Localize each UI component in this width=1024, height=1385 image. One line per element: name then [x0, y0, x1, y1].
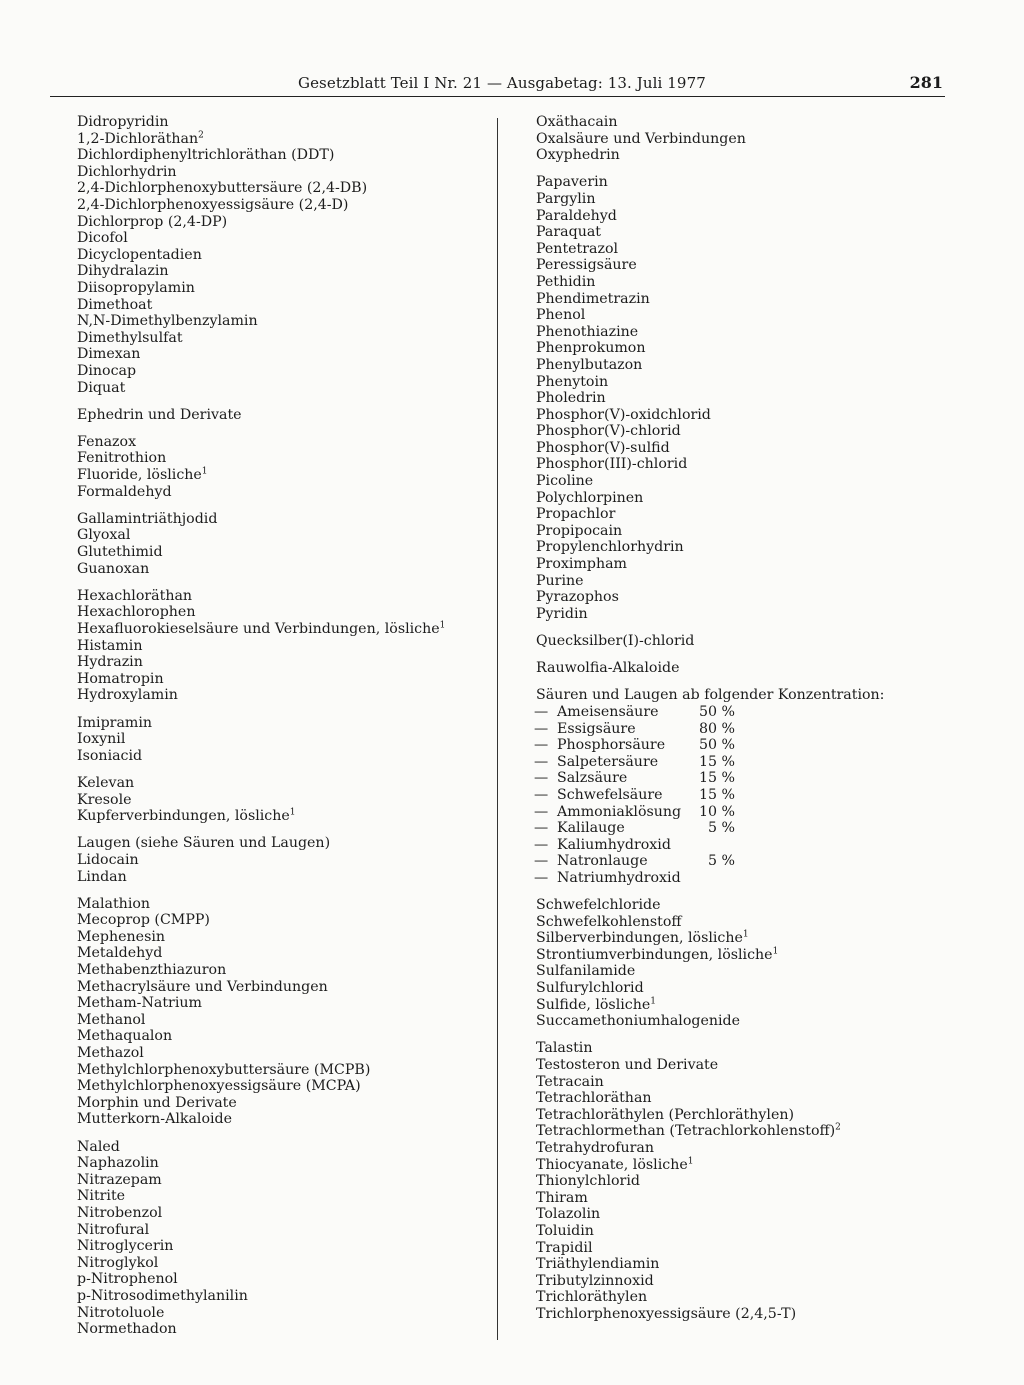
- substance-entry: Methaqualon: [77, 1028, 173, 1045]
- footnote-marker: 1: [439, 620, 446, 631]
- substance-entry: Pethidin: [536, 273, 596, 290]
- substance-entry: Quecksilber(I)-chlorid: [536, 633, 695, 649]
- substance-entry: Phosphor(V)-oxidchlorid: [536, 406, 711, 423]
- substance-entry: Nitrite: [77, 1188, 126, 1205]
- substance-entry: Thionylchlorid: [536, 1173, 640, 1190]
- list-dash: —: [534, 820, 549, 837]
- substance-entry: Peressigsäure: [536, 257, 637, 274]
- page-number: 281: [909, 73, 943, 92]
- footnote-marker: 1: [201, 466, 208, 477]
- substance-entry: Dicofol: [77, 230, 128, 247]
- substance-entry: Pyridin: [536, 605, 588, 622]
- right-column-top: [536, 114, 936, 677]
- entry-group: [77, 434, 482, 500]
- substance-entry: Pargylin: [536, 190, 596, 207]
- substance-entry: Methylchlorphenoxyessigsäure (MCPA): [77, 1078, 361, 1095]
- acid-name: Schwefelsäure: [557, 786, 663, 803]
- substance-entry: Kelevan: [77, 774, 135, 791]
- acid-name: Natriumhydroxid: [557, 869, 681, 886]
- right-column-bottom: [536, 897, 936, 1322]
- substance-entry: Dichlorhydrin: [77, 163, 177, 180]
- list-dash: —: [534, 786, 549, 803]
- substance-entry: Phosphor(III)-chlorid: [536, 456, 688, 473]
- substance-entry: Trichlorphenoxyessigsäure (2,4,5-T): [536, 1305, 797, 1322]
- acid-name: Natronlauge: [557, 853, 648, 870]
- substance-entry: Picoline: [536, 473, 594, 490]
- substance-entry: Nitrotoluole: [77, 1304, 165, 1321]
- substance-entry: Tetracain: [536, 1073, 604, 1090]
- substance-entry: Naphazolin: [77, 1155, 159, 1172]
- left-column: [77, 114, 482, 1348]
- substance-entry: Isoniacid: [77, 747, 143, 764]
- entry-group: [77, 896, 482, 1128]
- page-header: [50, 72, 945, 97]
- footnote-marker: 1: [289, 807, 296, 818]
- substance-entry: Morphin und Derivate: [77, 1094, 237, 1111]
- substance-entry: Normethadon: [77, 1321, 177, 1338]
- substance-entry: Thiram: [536, 1189, 588, 1206]
- substance-entry: Oxalsäure und Verbindungen: [536, 130, 746, 147]
- substance-entry: Methylchlorphenoxybuttersäure (MCPB): [77, 1061, 371, 1078]
- entry-group: [77, 511, 482, 577]
- substance-entry: Pentetrazol: [536, 240, 619, 257]
- acid-concentration: 15 %: [698, 770, 735, 787]
- substance-entry: Tetrachloräthan: [536, 1090, 652, 1107]
- substance-entry: Guanoxan: [77, 560, 150, 577]
- substance-entry: Naled: [77, 1138, 120, 1155]
- substance-entry: Tolazolin: [536, 1206, 601, 1223]
- substance-entry: Diquat: [77, 379, 126, 396]
- substance-entry: Silberverbindungen, lösliche$^1$: [536, 929, 749, 947]
- substance-entry: Nitrofural: [77, 1221, 150, 1238]
- substance-entry: Paraldehyd: [536, 207, 617, 224]
- substance-entry: Dimethoat: [77, 296, 153, 313]
- substance-entry: 2,4-Dichlorphenoxyessigsäure (2,4-D): [77, 196, 349, 213]
- substance-entry: Phenothiazine: [536, 323, 639, 340]
- substance-entry: Phenol: [536, 307, 586, 324]
- acid-row: [536, 837, 936, 854]
- substance-entry: Nitrazepam: [77, 1171, 162, 1188]
- substance-entry: Gallamintriäthjodid: [77, 510, 218, 527]
- substance-entry: Sulfanilamide: [536, 963, 636, 980]
- acid-row: [536, 853, 936, 870]
- substance-entry: Phenytoin: [536, 373, 609, 390]
- substance-entry: Metham-Natrium: [77, 995, 202, 1012]
- substance-entry: Nitroglykol: [77, 1254, 159, 1271]
- entry-group: [77, 835, 482, 885]
- substance-entry: Papaverin: [536, 174, 608, 191]
- substance-entry: Fenitrothion: [77, 450, 167, 467]
- substance-entry: 1,2-Dichloräthan$^2$: [77, 129, 204, 147]
- acid-name: Phosphorsäure: [557, 737, 666, 754]
- substance-entry: Lidocain: [77, 851, 139, 868]
- entry-group: [536, 1040, 936, 1322]
- list-dash: —: [534, 753, 549, 770]
- substance-entry: Methazol: [77, 1045, 144, 1062]
- list-dash: —: [534, 770, 549, 787]
- substance-entry: Dicyclopentadien: [77, 246, 202, 263]
- substance-entry: Tetrachlormethan (Tetrachlorkohlenstoff)$^2$: [536, 1122, 841, 1140]
- substance-entry: Dichlorprop (2,4-DP): [77, 213, 228, 230]
- substance-entry: Dinocap: [77, 362, 137, 379]
- substance-entry: Nitrobenzol: [77, 1204, 163, 1221]
- substance-entry: Malathion: [77, 895, 151, 912]
- acid-row: [536, 820, 936, 837]
- acid-row: [536, 804, 936, 821]
- substance-entry: Hexachlorophen: [77, 604, 196, 621]
- substance-entry: Dihydralazin: [77, 263, 169, 280]
- substance-entry: Laugen (siehe Säuren und Laugen): [77, 835, 331, 852]
- acid-name: Ameisensäure: [557, 703, 659, 720]
- substance-entry: Phenprokumon: [536, 340, 646, 357]
- substance-entry: Dimexan: [77, 346, 141, 363]
- substance-entry: Formaldehyd: [77, 483, 172, 500]
- substance-entry: Sulfurylchlorid: [536, 980, 644, 997]
- acid-name: Salzsäure: [557, 770, 628, 787]
- substance-entry: Methanol: [77, 1011, 146, 1028]
- substance-entry: Mephenesin: [77, 928, 166, 945]
- entry-group: [77, 775, 482, 825]
- substance-entry: Schwefelchloride: [536, 897, 661, 914]
- acid-row: [536, 870, 936, 887]
- footnote-marker: 1: [772, 946, 779, 957]
- list-dash: —: [534, 853, 549, 870]
- acid-name: Kalilauge: [557, 820, 625, 837]
- acid-name: Essigsäure: [557, 720, 636, 737]
- footnote-marker: 1: [650, 995, 657, 1006]
- substance-entry: Ephedrin und Derivate: [77, 406, 242, 423]
- acid-concentration: 5 %: [707, 820, 735, 837]
- acid-concentration: 15 %: [698, 786, 735, 803]
- substance-entry: Pyrazophos: [536, 589, 619, 606]
- substance-entry: Oxäthacain: [536, 114, 618, 130]
- substance-entry: Hydroxylamin: [77, 687, 178, 704]
- entry-group: [77, 588, 482, 704]
- substance-entry: Mecoprop (CMPP): [77, 912, 210, 929]
- substance-entry: Nitroglycerin: [77, 1238, 174, 1255]
- acids-heading: Säuren und Laugen ab folgender Konzentration:: [536, 687, 885, 704]
- acid-name: Ammoniaklösung: [557, 803, 682, 820]
- substance-entry: Imipramin: [77, 714, 153, 731]
- substance-entry: Dimethylsulfat: [77, 329, 183, 346]
- acids-section: [536, 687, 936, 886]
- acid-concentration: 15 %: [698, 753, 735, 770]
- substance-entry: Glutethimid: [77, 544, 163, 561]
- substance-entry: Fenazox: [77, 433, 137, 450]
- acid-concentration: 5 %: [707, 853, 735, 870]
- substance-entry: Pholedrin: [536, 390, 606, 407]
- substance-entry: Paraquat: [536, 224, 601, 241]
- acid-row: [536, 704, 936, 721]
- substance-entry: Methacrylsäure und Verbindungen: [77, 978, 328, 995]
- substance-entry: Sulfide, lösliche$^1$: [536, 995, 657, 1013]
- substance-entry: Diisopropylamin: [77, 279, 195, 296]
- column-divider: [497, 118, 498, 1340]
- substance-entry: Oxyphedrin: [536, 147, 620, 164]
- substance-entry: Dichlordiphenyltrichloräthan (DDT): [77, 147, 335, 164]
- list-dash: —: [534, 703, 549, 720]
- acid-concentration: 10 %: [698, 803, 735, 820]
- substance-entry: Polychlorpinen: [536, 489, 644, 506]
- substance-entry: Proximpham: [536, 556, 627, 573]
- substance-entry: Didropyridin: [77, 114, 169, 130]
- list-dash: —: [534, 720, 549, 737]
- substance-entry: Phosphor(V)-sulfid: [536, 439, 670, 456]
- substance-entry: Propachlor: [536, 506, 616, 523]
- substance-entry: Fluoride, lösliche$^1$: [77, 466, 208, 484]
- substance-entry: Methabenzthiazuron: [77, 962, 227, 979]
- substance-entry: Glyoxal: [77, 527, 131, 544]
- acid-row: [536, 754, 936, 771]
- substance-entry: Kresole: [77, 791, 132, 808]
- substance-entry: Trapidil: [536, 1239, 593, 1256]
- substance-entry: Mutterkorn-Alkaloide: [77, 1111, 233, 1128]
- substance-entry: Toluidin: [536, 1222, 594, 1239]
- substance-entry: Thiocyanate, lösliche$^1$: [536, 1155, 694, 1173]
- substance-entry: Rauwolfia-Alkaloide: [536, 660, 680, 677]
- acid-concentration: 80 %: [698, 720, 735, 737]
- list-dash: —: [534, 836, 549, 853]
- acid-name: Salpetersäure: [557, 753, 659, 770]
- acid-row: [536, 737, 936, 754]
- substance-entry: Histamin: [77, 637, 143, 654]
- substance-entry: Triäthylendiamin: [536, 1256, 660, 1273]
- substance-entry: Succamethoniumhalogenide: [536, 1013, 741, 1030]
- substance-entry: Tetrachloräthylen (Perchloräthylen): [536, 1106, 795, 1123]
- acid-row: [536, 770, 936, 787]
- footnote-marker: 1: [687, 1155, 694, 1166]
- acids-list: [536, 704, 936, 887]
- header-title: Gesetzblatt Teil I Nr. 21 — Ausgabetag: 13. Juli 1977: [298, 74, 706, 92]
- substance-entry: Hydrazin: [77, 654, 143, 671]
- substance-entry: Tetrahydrofuran: [536, 1140, 655, 1156]
- list-dash: —: [534, 803, 549, 820]
- substance-entry: Phosphor(V)-chlorid: [536, 423, 681, 440]
- list-dash: —: [534, 869, 549, 886]
- substance-entry: Phenylbutazon: [536, 356, 643, 373]
- entry-group: [77, 1139, 482, 1338]
- entry-group: [536, 114, 936, 164]
- substance-entry: Hexafluorokieselsäure und Verbindungen, lösliche$^1$: [77, 620, 446, 637]
- footnote-marker: 2: [198, 129, 204, 140]
- footnote-marker: 2: [835, 1122, 841, 1133]
- substance-entry: Trichloräthylen: [536, 1289, 648, 1306]
- entry-group: [77, 114, 482, 396]
- entry-group: [536, 660, 936, 677]
- substance-entry: Testosteron und Derivate: [536, 1057, 719, 1074]
- substance-entry: Talastin: [536, 1040, 593, 1057]
- substance-entry: Propylenchlorhydrin: [536, 539, 684, 556]
- substance-entry: p-Nitrosodimethylanilin: [77, 1287, 248, 1304]
- substance-entry: Tributylzinnoxid: [536, 1272, 654, 1289]
- substance-entry: Kupferverbindungen, lösliche$^1$: [77, 807, 296, 825]
- acid-row: [536, 721, 936, 738]
- acid-row: [536, 787, 936, 804]
- substance-entry: Propipocain: [536, 522, 623, 539]
- entry-group: [536, 897, 936, 1030]
- substance-entry: Homatropin: [77, 670, 164, 687]
- substance-entry: 2,4-Dichlorphenoxybuttersäure (2,4-DB): [77, 180, 368, 197]
- acid-concentration: 50 %: [698, 737, 735, 754]
- right-column: [536, 114, 936, 1333]
- substance-entry: Strontiumverbindungen, lösliche$^1$: [536, 946, 779, 963]
- list-dash: —: [534, 737, 549, 754]
- substance-entry: Schwefelkohlenstoff: [536, 913, 682, 930]
- substance-entry: p-Nitrophenol: [77, 1271, 178, 1288]
- substance-entry: Metaldehyd: [77, 945, 163, 962]
- substance-entry: Phendimetrazin: [536, 290, 650, 307]
- entry-group: [536, 174, 936, 622]
- substance-entry: N,N-Dimethylbenzylamin: [77, 313, 258, 330]
- acid-name: Kaliumhydroxid: [557, 836, 671, 853]
- entry-group: [77, 407, 482, 424]
- substance-entry: Lindan: [77, 868, 127, 885]
- substance-entry: Hexachloräthan: [77, 587, 193, 604]
- acid-concentration: 50 %: [698, 703, 735, 720]
- footnote-marker: 1: [742, 929, 749, 940]
- entry-group: [77, 715, 482, 765]
- substance-entry: Ioxynil: [77, 731, 126, 748]
- substance-entry: Purine: [536, 572, 584, 589]
- entry-group: [536, 633, 936, 650]
